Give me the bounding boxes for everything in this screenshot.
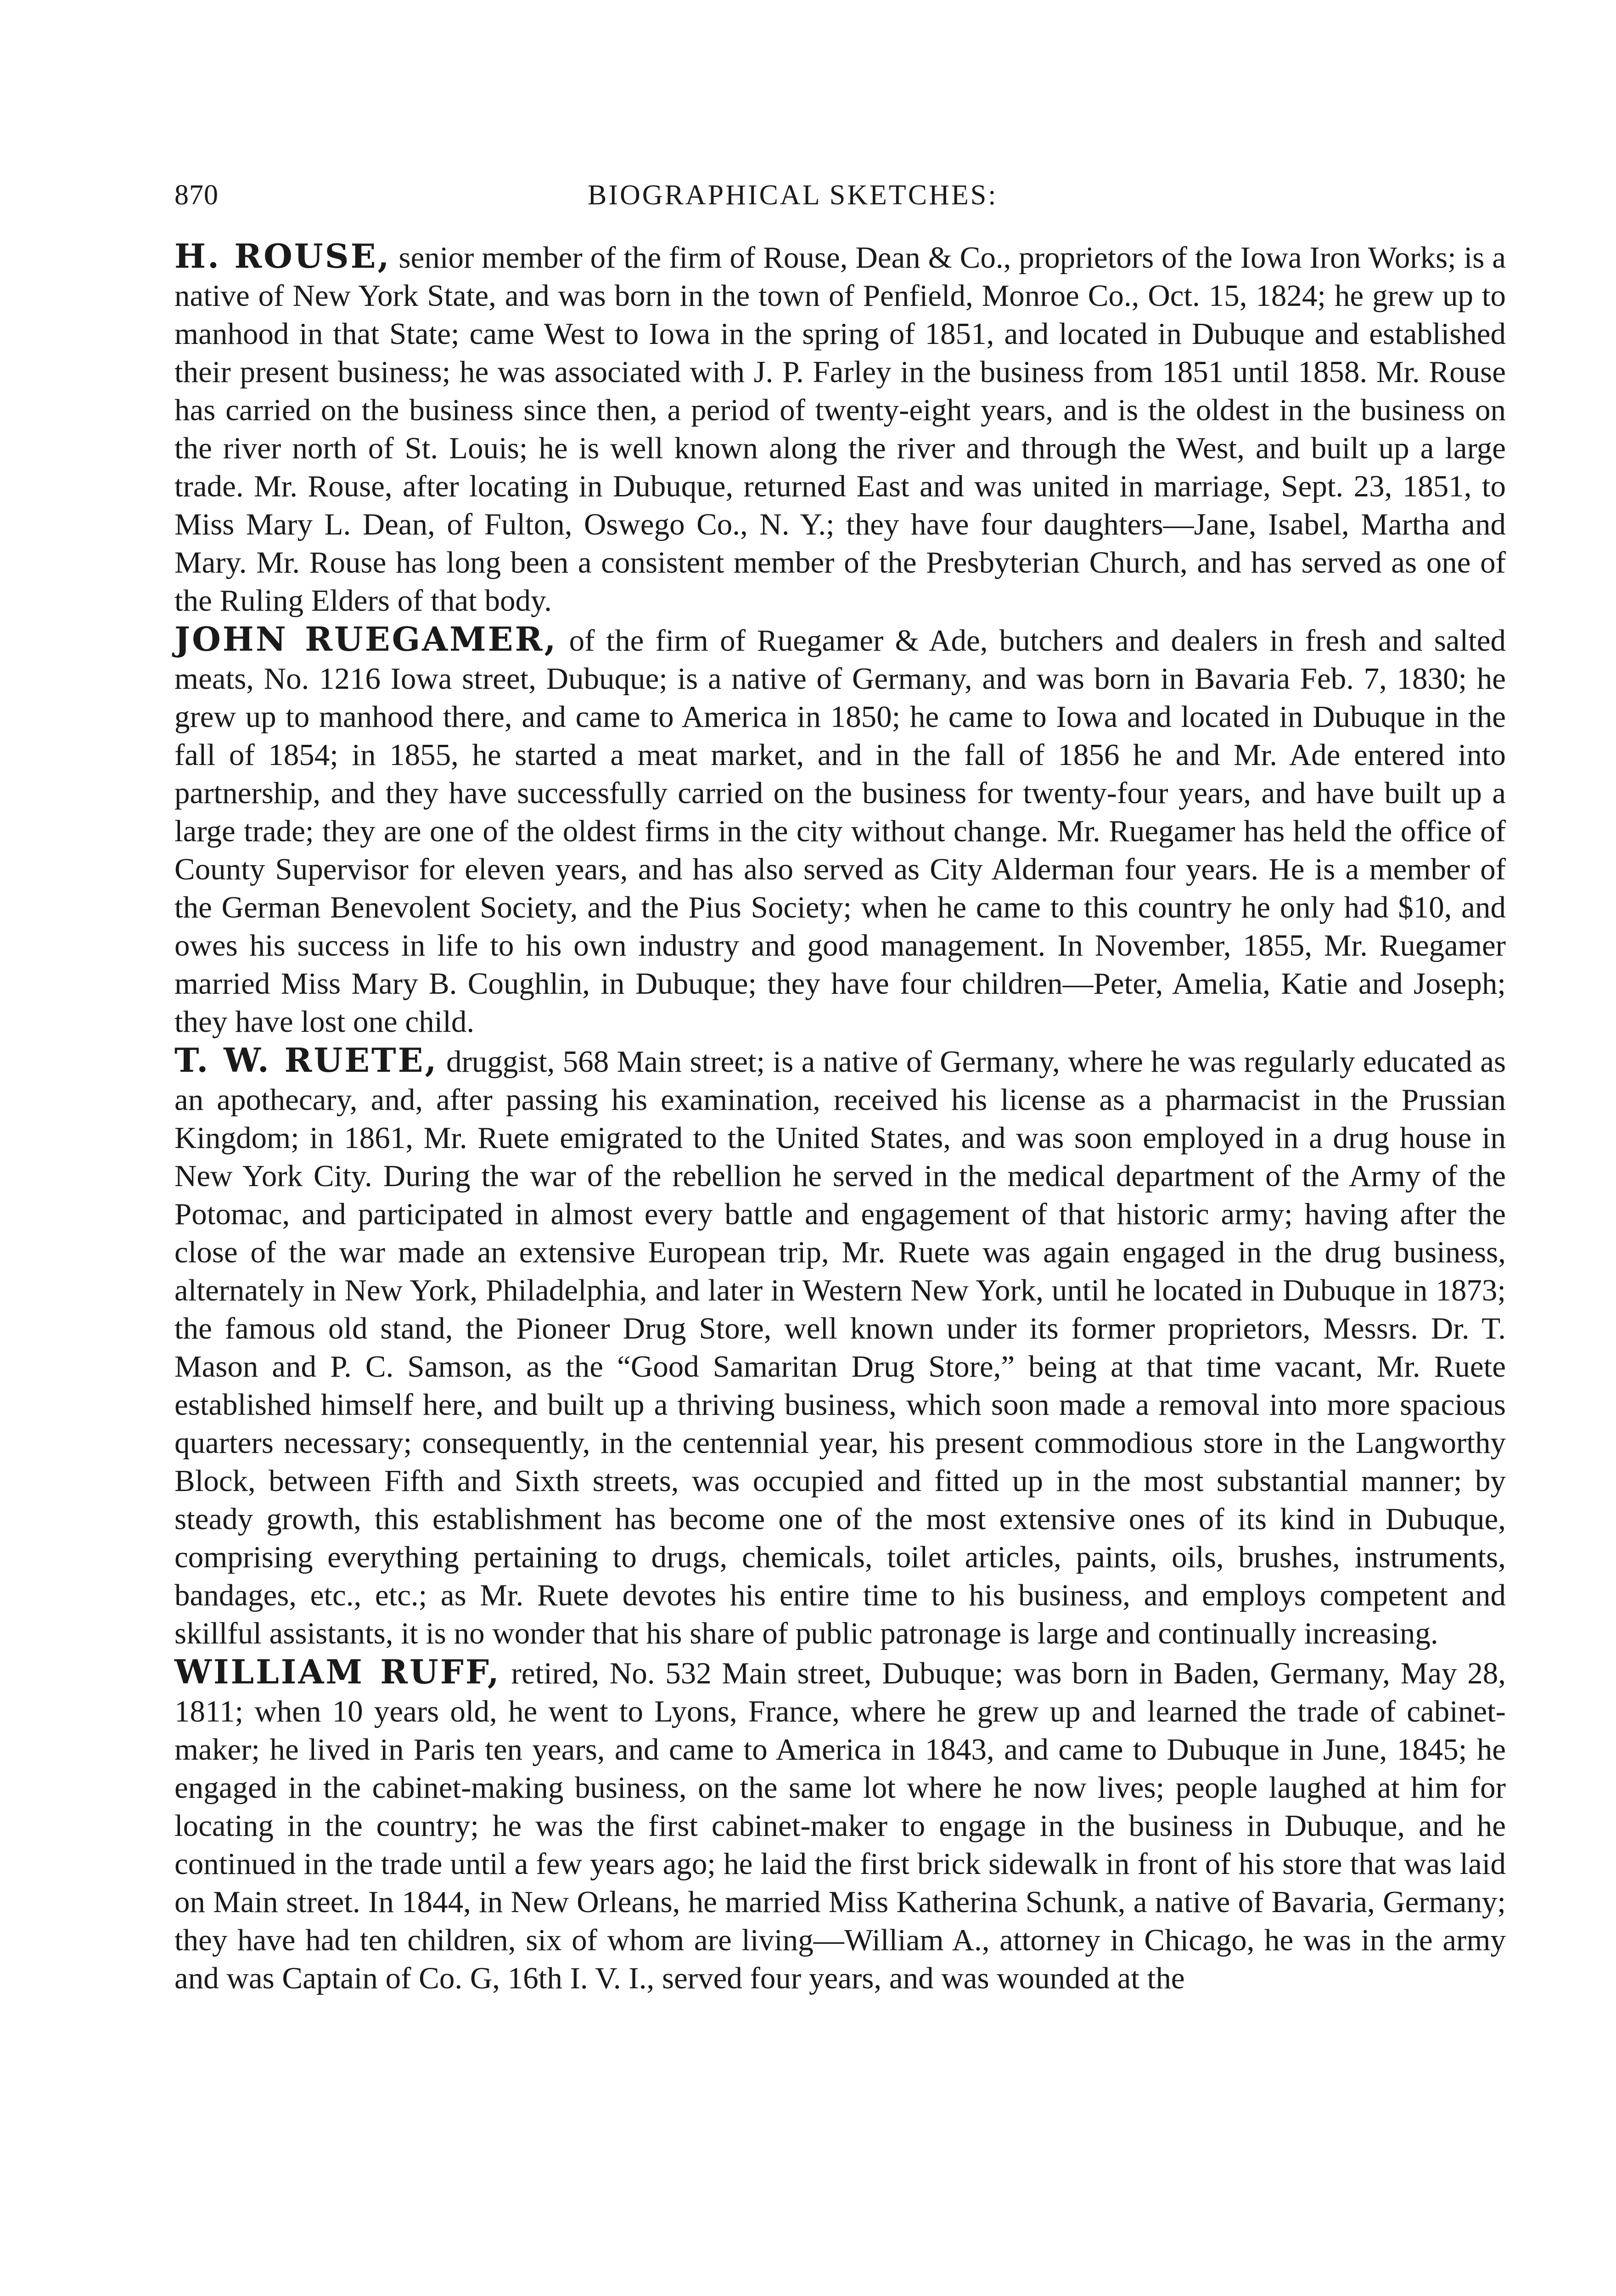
entry-text: of the firm of Ruegamer & Ade, butchers and dealers in fresh and salted meats, No. 1216 Iowa street, Dubuque; is a native of Germany, and was born in Bavaria Feb. 7, 1830; he grew up to manhood there, and came to America in 1850; he came to Iowa and located in Dubuque in the fall of 1854; in 1855, he started a meat market, and in the fall of 1856 he and Mr. Ade entered into partnership, and they have successfully carried on the business for twenty-four years, and have built up a large trade; they are one of the oldest firms in the city without change. Mr. Ruegamer has held the office of County Supervisor for eleven years, and has also served as City Alderman four years. He is a member of the German Benevolent Society, and the Pius Society; when he came to this country he only had $10, and owes his success in life to his own industry and good management. In November, 1855, Mr. Ruegamer married Miss Mary B. Coughlin, in Dubuque; they have four children—Peter, Amelia, Katie and Joseph; they have lost one child. — [174, 624, 1506, 1039]
entry-name: JOHN RUEGAMER, — [174, 619, 558, 658]
book-page — [174, 179, 1506, 1998]
entry-text: retired, No. 532 Main street, Dubuque; was born in Baden, Germany, May 28, 1811; when 10 years old, he went to Lyons, France, where he grew up and learned the trade of cabinet-maker; he lived in Paris ten years, and came to America in 1843, and came to Dubuque in June, 1845; he engaged in the cabinet-making business, on the same lot where he now lives; people laughed at him for locating in the country; he was the first cabinet-maker to engage in the business in Dubuque, and he continued in the trade until a few years ago; he laid the first brick sidewalk in front of his store that was laid on Main street. In 1844, in New Orleans, he married Miss Katherina Schunk, a native of Bavaria, Germany; they have had ten children, six of whom are living—William A., attorney in Chicago, he was in the army and was Captain of Co. G, 16th I. V. I., served four years, and was wounded at the — [174, 1656, 1506, 1995]
biography-list — [174, 237, 1506, 1998]
entry-name: WILLIAM RUFF, — [174, 1652, 501, 1691]
biography-entry-ruete — [174, 1041, 1506, 1653]
running-head — [174, 179, 1506, 230]
biography-entry-ruff — [174, 1653, 1506, 1998]
entry-name: T. W. RUETE, — [174, 1041, 438, 1080]
entry-name: H. ROUSE, — [174, 236, 391, 276]
biography-entry-rouse — [174, 237, 1506, 620]
biography-entry-ruegamer — [174, 620, 1506, 1041]
entry-text: druggist, 568 Main street; is a native of Germany, where he was regularly educated as an apothecary, and, after passing his examination, received his license as a pharmacist in the Prussian Kingdom; in 1861, Mr. Ruete emigrated to the United States, and was soon employed in a drug house in New York City. During the war of the rebellion he served in the medical department of the Army of the Potomac, and participated in almost every battle and engagement of that historic army; having after the close of the war made an extensive European trip, Mr. Ruete was again engaged in the drug business, alternately in New York, Philadelphia, and later in Western New York, until he located in Dubuque in 1873; the famous old stand, the Pioneer Drug Store, well known under its former proprietors, Messrs. Dr. T. Mason and P. C. Samson, as the “Good Samaritan Drug Store,” being at that time vacant, Mr. Ruete established himself here, and built up a thriving business, which soon made a removal into more spacious quarters necessary; consequently, in the centennial year, his present commodious store in the Langworthy Block, between Fifth and Sixth streets, was occupied and fitted up in the most substantial manner; by steady growth, this establishment has become one of the most extensive ones of its kind in Dubuque, comprising everything pertaining to drugs, chemicals, toilet articles, paints, oils, brushes, instruments, bandages, etc., etc.; as Mr. Ruete devotes his entire time to his business, and employs competent and skillful assistants, it is no wonder that his share of public patronage is large and continually increasing. — [174, 1045, 1506, 1650]
page-number: 870 — [174, 180, 219, 211]
entry-text: senior member of the firm of Rouse, Dean & Co., proprietors of the Iowa Iron Works; is a native of New York State, and was born in the town of Penfield, Monroe Co., Oct. 15, 1824; he grew up to manhood in that State; came West to Iowa in the spring of 1851, and located in Dubuque and established their present business; he was associated with J. P. Farley in the business from 1851 until 1858. Mr. Rouse has carried on the business since then, a period of twenty-eight years, and is the oldest in the business on the river north of St. Louis; he is well known along the river and through the West, and built up a large trade. Mr. Rouse, after locating in Dubuque, returned East and was united in marriage, Sept. 23, 1851, to Miss Mary L. Dean, of Fulton, Oswego Co., N. Y.; they have four daughters—Jane, Isabel, Martha and Mary. Mr. Rouse has long been a consistent member of the Presbyterian Church, and has served as one of the Ruling Elders of that body. — [174, 241, 1506, 618]
section-title: BIOGRAPHICAL SKETCHES: — [588, 180, 998, 211]
